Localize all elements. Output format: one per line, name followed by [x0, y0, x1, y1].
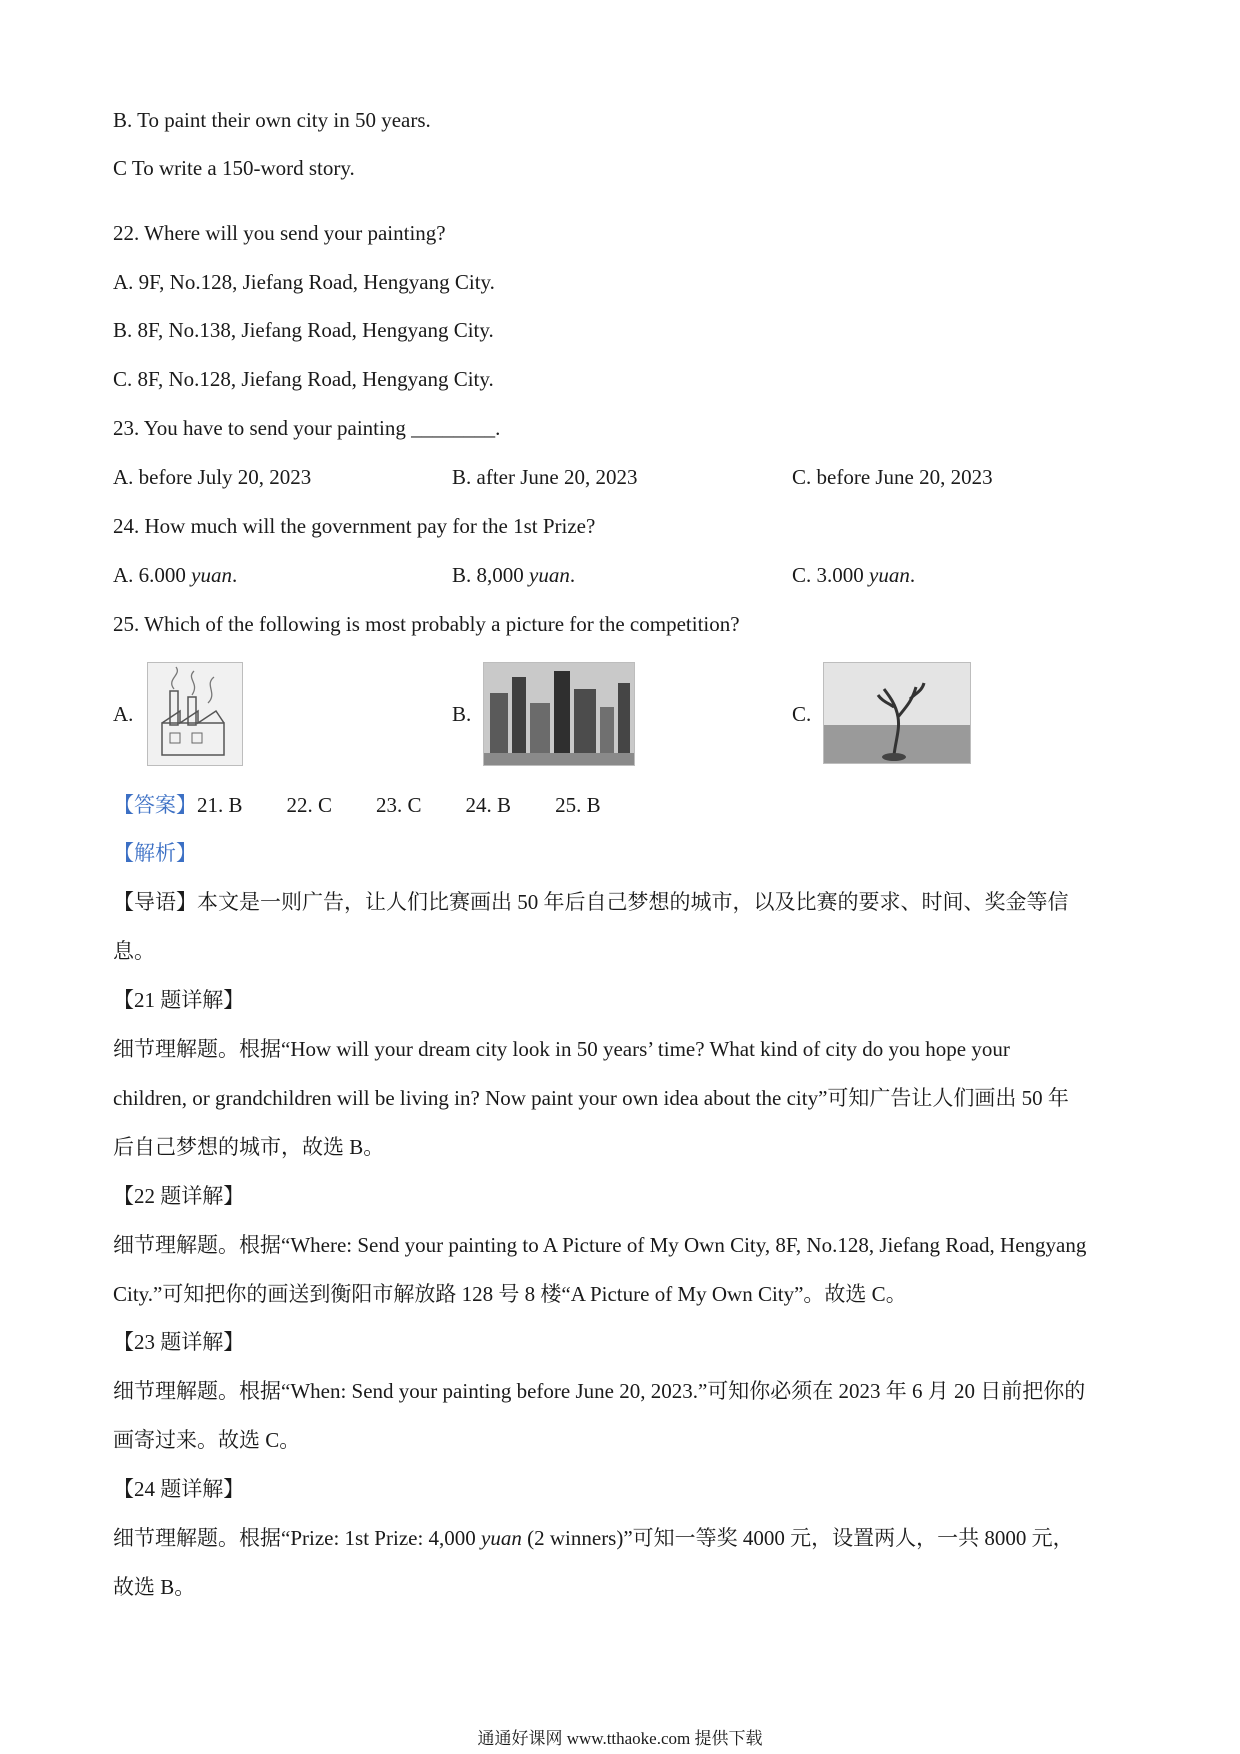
analysis-tag: 【解析】 — [113, 841, 197, 865]
q25-label-c: C. — [792, 702, 812, 726]
q23-option-c: C. before June 20, 2023 — [792, 465, 993, 489]
dead-tree-picture — [823, 662, 971, 764]
answer-22: 22. C — [286, 793, 333, 817]
q22-option-b: B. 8F, No.138, Jiefang Road, Hengyang City. — [113, 318, 494, 342]
q23-option-b: B. after June 20, 2023 — [452, 465, 638, 489]
d21-line-1: 细节理解题。根据“How will your dream city look in 50 years’ time? What kind of city do you hope your — [113, 1037, 1010, 1061]
d23-line-1: 细节理解题。根据“When: Send your painting before June 20, 2023.”可知你必须在 2023 年 6 月 20 日前把你的 — [113, 1379, 1086, 1403]
d24-line-1: 细节理解题。根据“Prize: 1st Prize: 4,000 yuan (2 winners)”可知一等奖 4000 元，设置两人，一共 8000 元， — [113, 1526, 1074, 1550]
d22-heading: 【22 题详解】 — [113, 1184, 245, 1208]
q25-label-b: B. — [452, 702, 472, 726]
answer-21: 21. B — [197, 793, 243, 817]
q21-option-b: B. To paint their own city in 50 years. — [113, 108, 431, 132]
d24-heading: 【24 题详解】 — [113, 1477, 245, 1501]
q24-option-a: A. 6.000 yuan. — [113, 563, 238, 587]
d21-line-3: 后自己梦想的城市，故选 B。 — [113, 1135, 385, 1159]
q24-option-b: B. 8,000 yuan. — [452, 563, 576, 587]
q22-option-a: A. 9F, No.128, Jiefang Road, Hengyang City. — [113, 270, 495, 294]
d22-line-1: 细节理解题。根据“Where: Send your painting to A Picture of My Own City, 8F, No.128, Jiefang Road, Hengyang — [113, 1233, 1087, 1257]
answer-24: 24. B — [465, 793, 512, 817]
page-footer: 通通好课网 www.tthaoke.com 提供下载 — [477, 1729, 763, 1748]
d23-line-2: 画寄过来。故选 C。 — [113, 1428, 301, 1452]
q23-question: 23. You have to send your painting ________. — [113, 416, 501, 440]
q24-option-c: C. 3.000 yuan. — [792, 563, 916, 587]
answer-25: 25. B — [555, 793, 601, 817]
q25-label-a: A. — [113, 702, 134, 726]
q22-option-c: C. 8F, No.128, Jiefang Road, Hengyang City. — [113, 367, 494, 391]
q21-option-c: C To write a 150-word story. — [113, 156, 355, 180]
answer-line — [113, 791, 645, 819]
intro-line-2: 息。 — [113, 939, 155, 963]
d21-line-2: children, or grandchildren will be living in? Now paint your own idea about the city”可知广告让人们画出 50 年 — [113, 1086, 1069, 1110]
city-skyline-picture — [483, 662, 635, 766]
answer-tag: 【答案】 — [113, 793, 197, 817]
d24-line-2: 故选 B。 — [113, 1575, 196, 1599]
q22-question: 22. Where will you send your painting? — [113, 221, 446, 245]
q23-option-a: A. before July 20, 2023 — [113, 465, 312, 489]
answer-23: 23. C — [376, 793, 422, 817]
q25-question: 25. Which of the following is most probably a picture for the competition? — [113, 612, 740, 636]
q24-question: 24. How much will the government pay for the 1st Prize? — [113, 514, 596, 538]
d23-heading: 【23 题详解】 — [113, 1330, 245, 1354]
factory-picture — [147, 662, 243, 766]
d21-heading: 【21 题详解】 — [113, 988, 245, 1012]
intro-line-1: 【导语】本文是一则广告，让人们比赛画出 50 年后自己梦想的城市，以及比赛的要求、时间、奖金等信 — [113, 890, 1069, 914]
d22-line-2: City.”可知把你的画送到衡阳市解放路 128 号 8 楼“A Picture of My Own City”。故选 C。 — [113, 1282, 907, 1306]
